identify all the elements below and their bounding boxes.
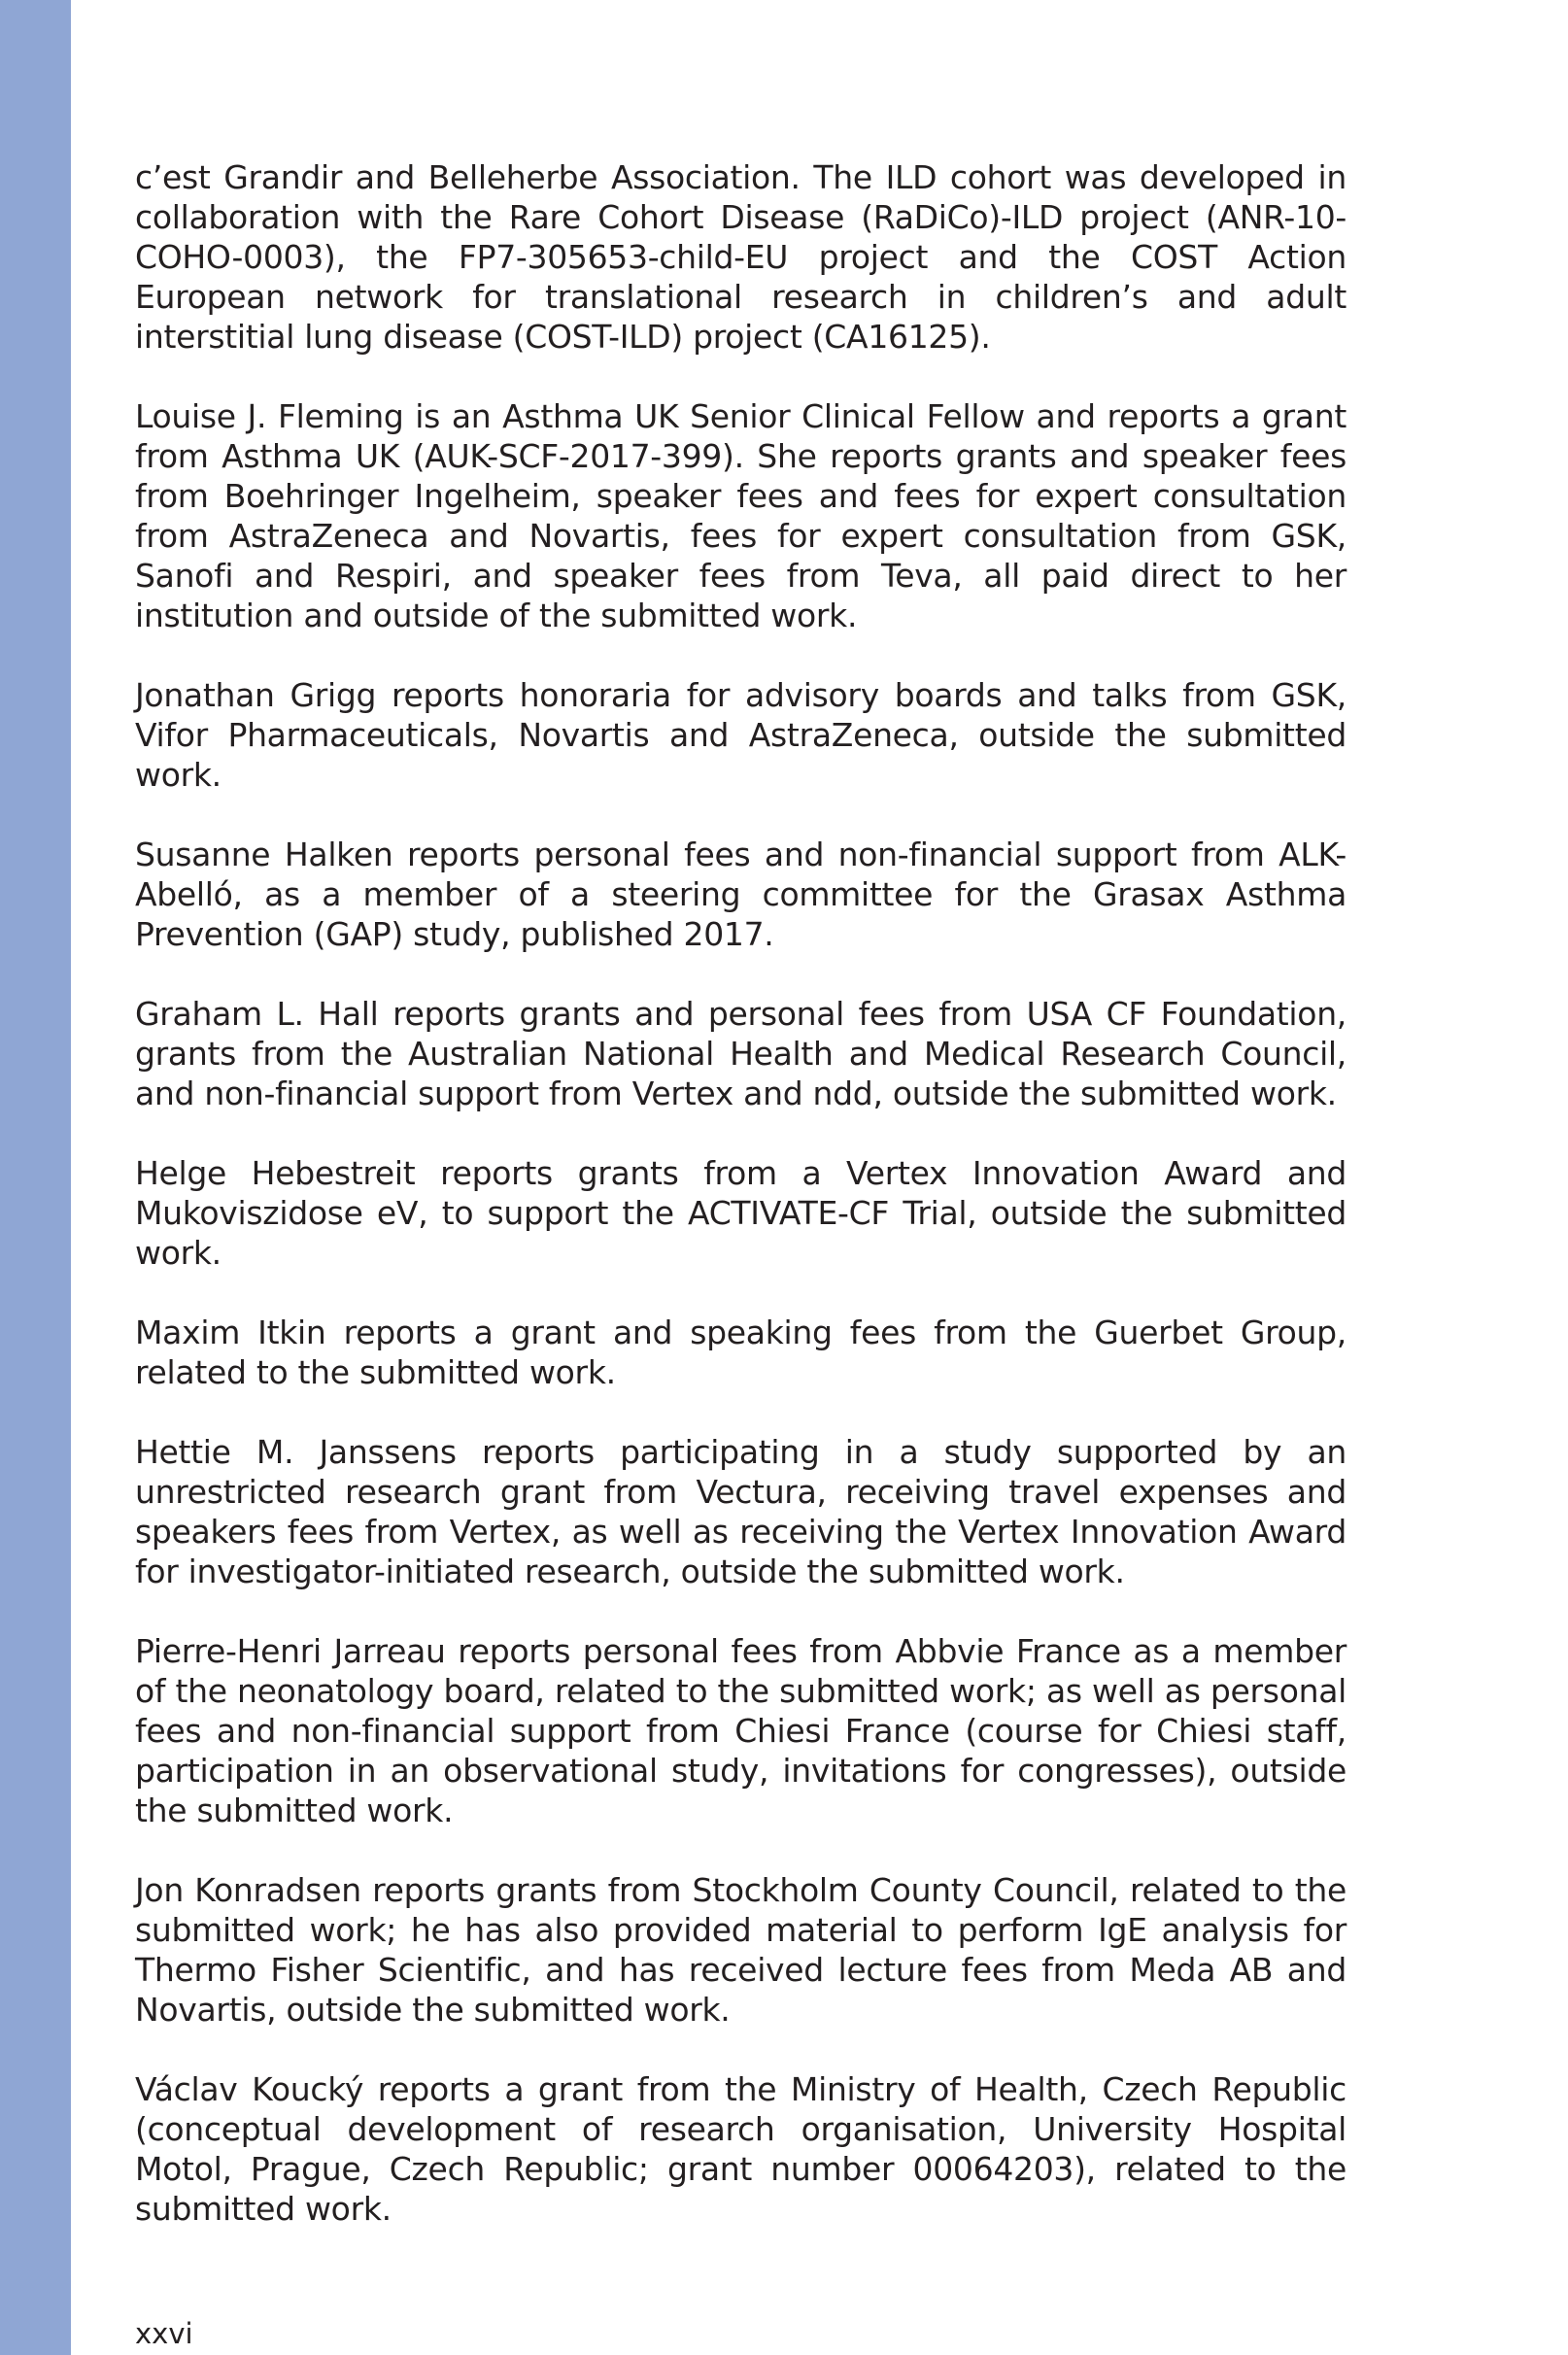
disclosure-text-body <box>135 157 1346 2269</box>
paragraph-jon-konradsen: Jon Konradsen reports grants from Stockholm County Council, related to the submitted work; he has also provided material to perform IgE analysis for Thermo Fisher Scientific, and has received lecture fees from Meda AB and Novartis, outside the submitted work. <box>135 1871 1346 2029</box>
paragraph-susanne-halken: Susanne Halken reports personal fees and non-financial support from ALK-Abelló, as a member of a steering committee for the Grasax Asthma Prevention (GAP) study, published 2017. <box>135 836 1346 953</box>
paragraph-ild-cohort: c’est Grandir and Belleherbe Association. The ILD cohort was developed in collaboration with the Rare Cohort Disease (RaDiCo)-ILD project (ANR-10-COHO-0003), the FP7-305653-child-EU project and the COST Action European network for translational research in children’s and adult interstitial lung disease (COST-ILD) project (CA16125). <box>135 158 1346 356</box>
paragraph-jonathan-grigg: Jonathan Grigg reports honoraria for advisory boards and talks from GSK, Vifor Pharmaceuticals, Novartis and AstraZeneca, outside the submitted work. <box>135 676 1346 794</box>
side-color-bar <box>0 0 71 2355</box>
paragraph-hettie-janssens: Hettie M. Janssens reports participating in a study supported by an unrestricted research grant from Vectura, receiving travel expenses and speakers fees from Vertex, as well as receiving the Vertex Innovation Award for investigator-initiated research, outside the submitted work. <box>135 1433 1346 1590</box>
paragraph-pierre-henri-jarreau: Pierre-Henri Jarreau reports personal fees from Abbvie France as a member of the neonatology board, related to the submitted work; as well as personal fees and non-financial support from Chiesi France (course for Chiesi staff, participation in an observational study, invitations for congresses), outside the submitted work. <box>135 1632 1346 1829</box>
paragraph-graham-hall: Graham L. Hall reports grants and personal fees from USA CF Foundation, grants from the Australian National Health and Medical Research Council, and non-financial support from Vertex and ndd, outside the submitted work. <box>135 995 1346 1112</box>
paragraph-helge-hebestreit: Helge Hebestreit reports grants from a Vertex Innovation Award and Mukoviszidose eV, to support the ACTIVATE-CF Trial, outside the submitted work. <box>135 1154 1346 1272</box>
page-number: xxvi <box>135 2317 193 2350</box>
paragraph-vaclav-koucky: Václav Koucký reports a grant from the Ministry of Health, Czech Republic (conceptual development of research organisation, University Hospital Motol, Prague, Czech Republic; grant number 00064203), related to the submitted work. <box>135 2070 1346 2228</box>
paragraph-louise-fleming: Louise J. Fleming is an Asthma UK Senior Clinical Fellow and reports a grant from Asthma UK (AUK-SCF-2017-399). She reports grants and speaker fees from Boehringer Ingelheim, speaker fees and fees for expert consultation from AstraZeneca and Novartis, fees for expert consultation from GSK, Sanofi and Respiri, and speaker fees from Teva, all paid direct to her institution and outside of the submitted work. <box>135 397 1346 634</box>
paragraph-maxim-itkin: Maxim Itkin reports a grant and speaking fees from the Guerbet Group, related to the submitted work. <box>135 1314 1346 1391</box>
